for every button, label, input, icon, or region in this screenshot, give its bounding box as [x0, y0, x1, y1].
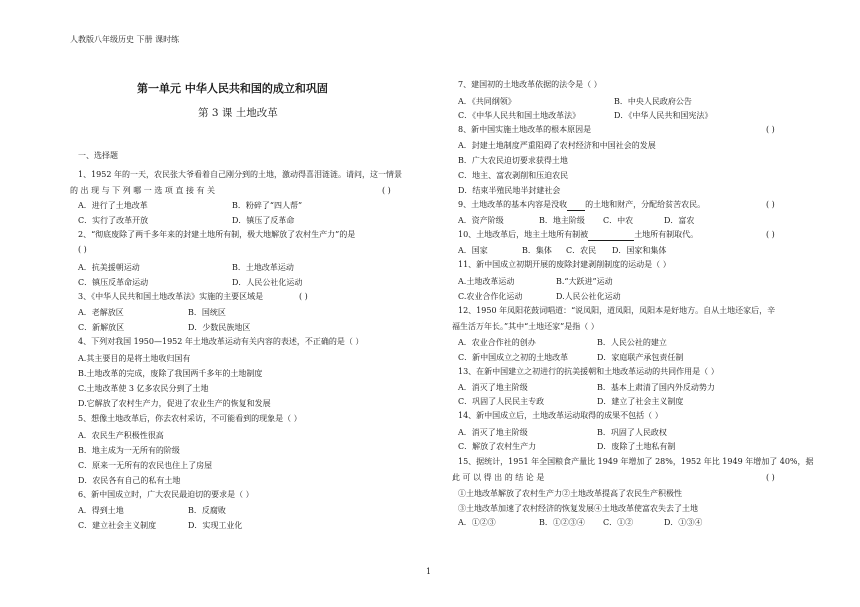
q11-text: 11、新中国成立初期开展的废除封建剥削制度的运动是（ ） — [458, 260, 671, 269]
q12-option-d: D．家庭联产承包责任制 — [597, 353, 684, 362]
q9-text — [458, 200, 705, 211]
q5-option-a: A．农民生产积极性很高 — [78, 431, 164, 440]
q1-option-c: C．实行了改革开放 — [78, 216, 149, 225]
q9-option-b: B．地主阶级 — [539, 216, 585, 225]
q15-statement-1: ①土地改革解放了农村生产力②土地改革提高了农民生产积极性 — [458, 489, 682, 498]
q14-option-d: D．废除了土地私有制 — [597, 442, 676, 451]
q13-option-d: D．建立了社会主义制度 — [597, 397, 684, 406]
q9-option-c: C．中农 — [603, 216, 634, 225]
q9-option-d: D．富农 — [664, 216, 695, 225]
q1-text: 1、1952 年的一天，农民张大爷看着自己刚分到的土地，激动得喜泪涟涟。请问，这一情景 — [78, 170, 402, 179]
q13-option-b: B．基本上肃清了国内外反动势力 — [597, 383, 715, 392]
q12-text: 12、1950 年凤阳花鼓词唱道：“说凤阳，道凤阳，凤阳本是好地方。自从土地还家后，辛 — [458, 306, 776, 315]
q1-option-a: A．进行了土地改革 — [78, 201, 148, 210]
q10-text-b: 土地所有制取代。 — [634, 230, 699, 239]
q13-option-a: A．消灭了地主阶级 — [458, 383, 528, 392]
q9-text-a: 9、土地改革的基本内容是没收 — [458, 200, 568, 209]
q14-option-b: B．巩固了人民政权 — [597, 428, 667, 437]
q4-option-c: C.土地改革使 3 亿多农民分到了土地 — [78, 384, 209, 393]
q4-option-a: A.其主要目的是将土地收归国有 — [78, 354, 191, 363]
q10-option-b: B．集体 — [522, 246, 552, 255]
q6-option-d: D．实现工业化 — [188, 521, 243, 530]
q6-text: 6、新中国成立时，广大农民最迫切的要求是（ ） — [78, 490, 254, 499]
q10-option-d: D．国家和集体 — [612, 246, 667, 255]
q15-option-d: D．①③④ — [664, 518, 703, 527]
q13-text: 13、在新中国建立之初进行的抗美援朝和土地改革运动的共同作用是（ ） — [458, 367, 719, 376]
q15-text-2: 此 可 以 得 出 的 结 论 是 — [452, 473, 545, 482]
q14-option-a: A．消灭了地主阶级 — [458, 428, 528, 437]
q8-answer-paren: ( ) — [766, 125, 775, 134]
q11-option-b: B.“大跃进”运动 — [556, 277, 613, 286]
q2-option-c: C．镇压反革命运动 — [78, 278, 149, 287]
q8-text: 8、新中国实施土地改革的根本原因是 — [458, 125, 592, 134]
q9-answer-paren: ( ) — [766, 200, 775, 209]
q6-option-c: C．建立社会主义制度 — [78, 521, 157, 530]
q2-option-a: A．抗美援朝运动 — [78, 263, 140, 272]
unit-title: 第一单元 中华人民共和国的成立和巩固 — [137, 82, 328, 95]
q8-option-a: A．封建土地制度严重阻碍了农村经济和中国社会的发展 — [458, 141, 656, 150]
q2-answer-paren: ( ) — [78, 245, 87, 254]
q10-text-a: 10、土地改革后，地主土地所有制被 — [458, 230, 589, 239]
q3-option-a: A．老解放区 — [78, 308, 124, 317]
q12-option-a: A．农业合作社的创办 — [458, 338, 536, 347]
lesson-title: 第 3 课 土地改革 — [198, 107, 278, 119]
q9-option-a: A．资产阶级 — [458, 216, 504, 225]
q1-option-b: B．粉碎了“四人帮” — [232, 201, 303, 210]
q5-option-c: C．原来一无所有的农民也住上了房屋 — [78, 461, 213, 470]
q4-option-d: D.它解放了农村生产力，促进了农业生产的恢复和发展 — [78, 399, 271, 408]
q3-option-b: B．国统区 — [188, 308, 226, 317]
q12-option-b: B．人民公社的建立 — [597, 338, 667, 347]
page-number: 1 — [426, 567, 432, 576]
q1-option-d: D．镇压了反革命 — [232, 216, 295, 225]
q11-option-d: D.人民公社化运动 — [556, 292, 621, 301]
q6-option-a: A．得到土地 — [78, 506, 124, 515]
q5-option-b: B．地主成为一无所有的阶级 — [78, 446, 180, 455]
page-header: 人教版八年级历史 下册 课时练 — [70, 35, 180, 44]
q15-text: 15、据统计，1951 年全国粮食产量比 1949 年增加了 28%，1952 年比 1949 年增加了 40%，据 — [458, 457, 814, 466]
q4-text: 4、下列对我国 1950—1952 年土地改革运动有关内容的表述，不正确的是（ ） — [78, 337, 364, 346]
q2-text: 2、“彻底废除了两千多年来的封建土地所有制，极大地解放了农村生产力”的是 — [78, 230, 356, 239]
q14-option-c: C．解放了农村生产力 — [458, 442, 537, 451]
q7-option-d: D．《中华人民共和国宪法》 — [614, 111, 713, 120]
q4-option-b: B.土地改革的完成，废除了我国两千多年的土地制度 — [78, 369, 263, 378]
q7-text: 7、建国初的土地改革依据的法令是（ ） — [458, 80, 602, 89]
q12-text-2: 福生活万年长。”其中“土地还家”是指（ ） — [452, 322, 599, 331]
q15-option-c: C．①② — [603, 518, 634, 527]
q8-option-d: D．结束半殖民地半封建社会 — [458, 186, 561, 195]
q13-option-c: C．巩固了人民民主专政 — [458, 397, 545, 406]
q2-option-d: D．人民公社化运动 — [232, 278, 303, 287]
q8-option-b: B．广大农民迫切要求获得土地 — [458, 156, 568, 165]
q6-option-b: B．反腐败 — [188, 506, 226, 515]
q1-answer-paren: ( ) — [382, 186, 391, 195]
q9-blank — [567, 200, 585, 211]
q1-text-2: 的 出 现 与 下 列 哪 一 选 项 直 接 有 关 — [70, 186, 216, 195]
q3-option-c: C．新解放区 — [78, 323, 125, 332]
q11-option-c: C.农业合作化运动 — [458, 292, 523, 301]
q15-statement-2: ③土地改革加速了农村经济的恢复发展④土地改革使富农失去了土地 — [458, 504, 698, 513]
q2-option-b: B．土地改革运动 — [232, 263, 294, 272]
q3-answer-paren: ( ) — [299, 292, 308, 301]
section-heading: 一、选择题 — [78, 151, 118, 160]
q10-option-a: A．国家 — [458, 246, 488, 255]
q14-text: 14、新中国成立后，土地改革运动取得的成果不包括（ ） — [458, 411, 663, 420]
q5-text: 5、想像土地改革后，你去农村采访，不可能看到的现象是（ ） — [78, 414, 302, 423]
q12-option-c: C．新中国成立之初的土地改革 — [458, 353, 569, 362]
q5-option-d: D．农民各有自己的私有土地 — [78, 476, 181, 485]
q7-option-c: C．《中华人民共和国土地改革法》 — [458, 111, 581, 120]
q7-option-a: A．《共同纲领》 — [458, 97, 516, 106]
q10-text — [458, 230, 698, 241]
q10-answer-paren: ( ) — [766, 230, 775, 239]
q3-option-d: D．少数民族地区 — [188, 323, 251, 332]
q7-option-b: B．中央人民政府公告 — [614, 97, 692, 106]
q9-text-b: 的土地和财产，分配给贫苦农民。 — [585, 200, 706, 209]
q15-option-b: B．①②③④ — [539, 518, 585, 527]
q3-text: 3、《中华人民共和国土地改革法》实施的主要区域是 — [78, 292, 264, 301]
q8-option-c: C．地主、富农剥削和压迫农民 — [458, 171, 569, 180]
q15-option-a: A．①②③ — [458, 518, 496, 527]
q10-blank — [588, 230, 634, 241]
q15-answer-paren: ( ) — [766, 473, 775, 482]
q11-option-a: A.土地改革运动 — [458, 277, 515, 286]
q10-option-c: C．农民 — [566, 246, 597, 255]
